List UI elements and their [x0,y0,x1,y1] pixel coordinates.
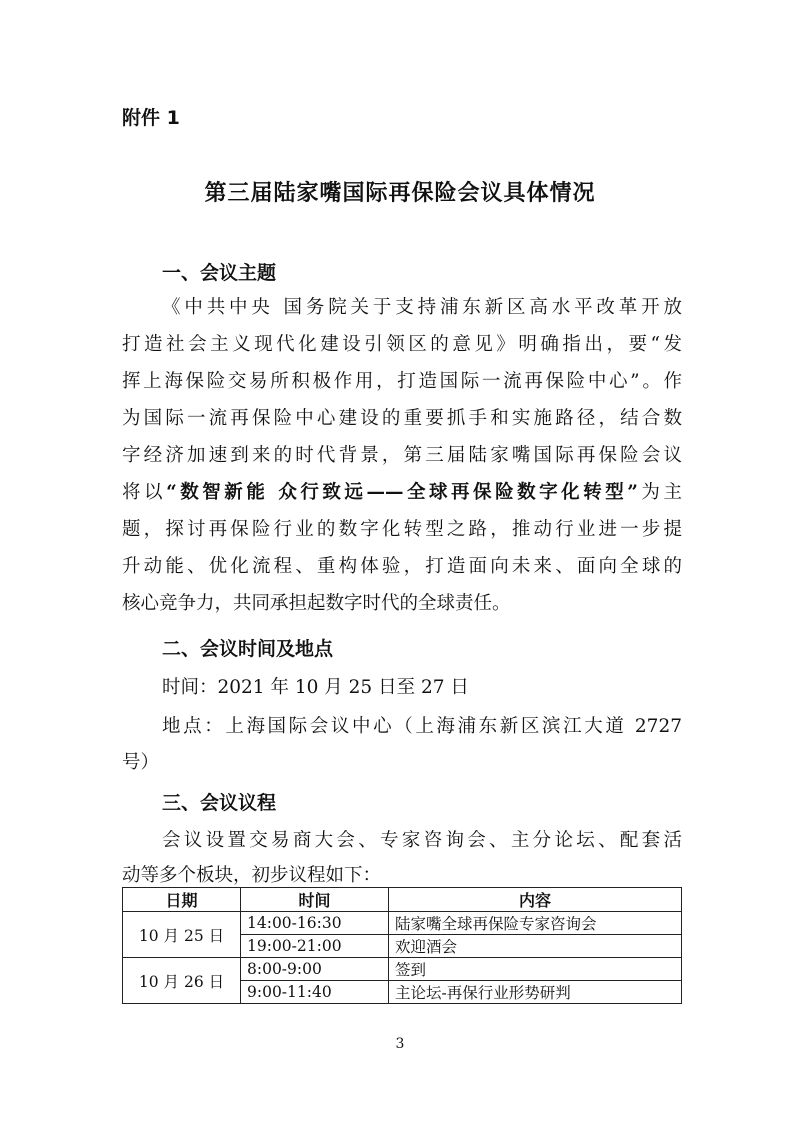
table-row [123,912,682,935]
section-heading-agenda: 三、会议议程 [162,792,277,814]
table-header-row [123,888,682,912]
paragraph-line: 升动能、优化流程、重构体验，打造面向未来、面向全球的 [122,556,682,577]
paragraph-line: 打造社会主义现代化建设引领区的意见》明确指出，要“发 [122,334,682,355]
conference-theme-text: “数智新能 众行致远——全球再保险数字化转型” [166,482,638,503]
content-cell: 签到 [389,958,682,981]
column-header-date: 日期 [123,888,241,912]
content-cell: 陆家嘴全球再保险专家咨询会 [389,912,682,935]
section-heading-time-place: 二、会议时间及地点 [162,638,334,660]
text-run: 为主 [637,482,682,503]
page-number: 3 [395,1036,405,1052]
time-cell: 9:00-11:40 [241,981,389,1004]
paragraph-line: 核心竞争力，共同承担起数字时代的全球责任。 [122,593,511,614]
paragraph-line: 会议设置交易商大会、专家咨询会、主分论坛、配套活 [162,830,682,851]
paragraph-line-theme [122,478,682,504]
column-header-content: 内容 [389,888,682,912]
time-cell: 19:00-21:00 [241,935,389,958]
text-run: 将以 [122,482,167,503]
table-row [123,958,682,981]
paragraph-line: 题，探讨再保险行业的数字化转型之路，推动行业进一步提 [122,519,682,540]
meeting-place-line: 号） [122,752,160,773]
content-cell: 欢迎酒会 [389,935,682,958]
date-cell: 10 月 26 日 [123,958,241,1004]
content-cell: 主论坛-再保行业形势研判 [389,981,682,1004]
paragraph-line: 字经济加速到来的时代背景，第三届陆家嘴国际再保险会议 [122,445,682,466]
attachment-label: 附件 1 [122,107,180,129]
time-cell: 8:00-9:00 [241,958,389,981]
time-cell: 14:00-16:30 [241,912,389,935]
date-cell: 10 月 25 日 [123,912,241,958]
paragraph-line: 为国际一流再保险中心建设的重要抓手和实施路径，结合数 [122,408,682,429]
page-title: 第三届陆家嘴国际再保险会议具体情况 [204,181,596,206]
agenda-table [122,887,682,1004]
meeting-time: 时间：2021 年 10 月 25 日至 27 日 [162,677,469,698]
paragraph-line: 动等多个板块，初步议程如下： [122,865,382,886]
paragraph-line: 《中共中央 国务院关于支持浦东新区高水平改革开放 [162,297,682,318]
meeting-place-line: 地点：上海国际会议中心（上海浦东新区滨江大道 2727 [162,716,682,737]
section-heading-theme: 一、会议主题 [162,262,277,284]
paragraph-line: 挥上海保险交易所积极作用，打造国际一流再保险中心”。作 [122,371,682,392]
column-header-time: 时间 [241,888,389,912]
